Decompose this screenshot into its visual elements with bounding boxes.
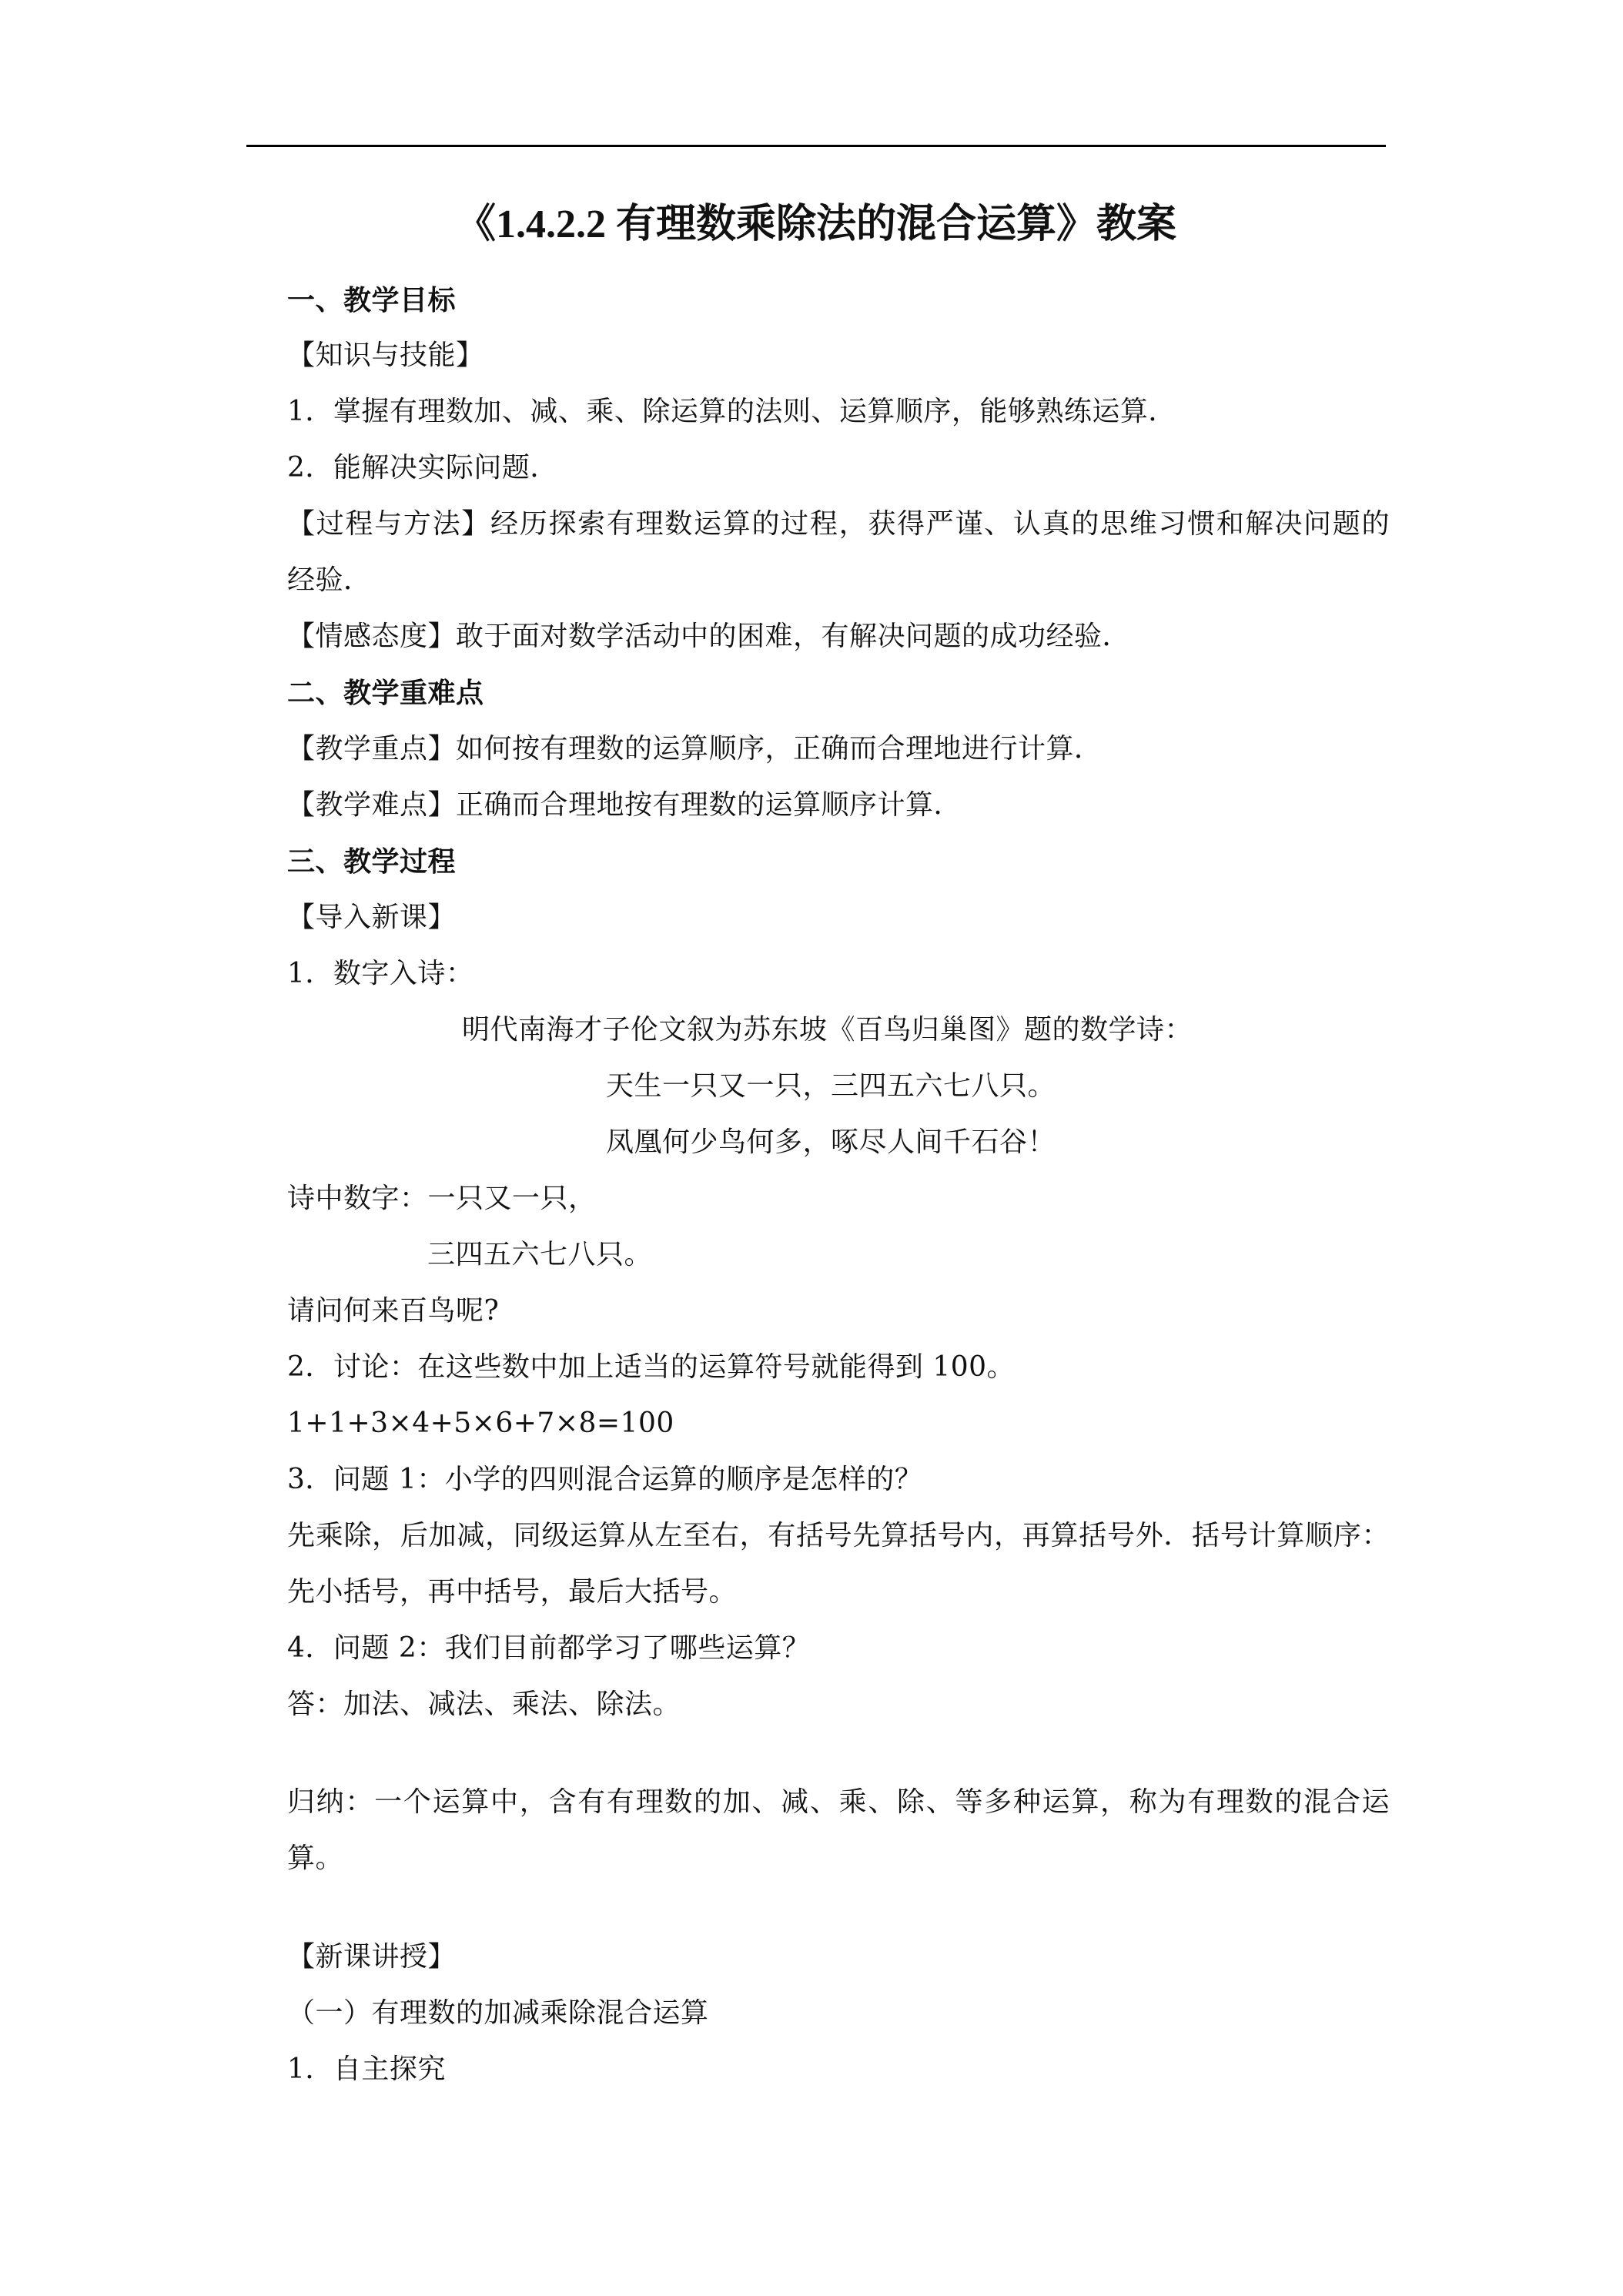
section-heading-key-points: 二、教学重难点 bbox=[287, 677, 484, 709]
paragraph-line: 1．自主探究 bbox=[287, 2053, 446, 2085]
poem-line: 天生一只又一只，三四五六七八只。 bbox=[606, 1070, 1056, 1102]
paragraph-line: 诗中数字：一只又一只， bbox=[287, 1183, 597, 1214]
paragraph-line: 【情感态度】敢于面对数学活动中的困难，有解决问题的成功经验． bbox=[287, 621, 1131, 652]
paragraph-line: 经验． bbox=[287, 564, 372, 596]
paragraph-line: 2．讨论：在这些数中加上适当的运算符号就能得到 100。 bbox=[287, 1351, 1016, 1383]
paragraph-line: 4．问题 2：我们目前都学习了哪些运算？ bbox=[287, 1632, 811, 1664]
paragraph-line: 答：加法、减法、乘法、除法。 bbox=[287, 1689, 681, 1720]
document-title: 《1.4.2.2 有理数乘除法的混合运算》教案 bbox=[455, 202, 1176, 246]
section-heading-process: 三、教学过程 bbox=[287, 845, 457, 878]
paragraph-line: 请问何来百鸟呢? bbox=[287, 1295, 500, 1327]
paragraph-line: 2．能解决实际问题． bbox=[287, 452, 558, 484]
paragraph-line: 1．数字入诗： bbox=[287, 958, 474, 989]
subheading-introduction: 【导入新课】 bbox=[287, 902, 457, 933]
paragraph-line: 先小括号，再中括号，最后大括号。 bbox=[287, 1576, 738, 1608]
paragraph-line: 三四五六七八只。 bbox=[427, 1239, 653, 1270]
paragraph-line: 算。 bbox=[287, 1842, 344, 1874]
paragraph-line: 先乘除，后加减，同级运算从左至右，有括号先算括号内，再算括号外．括号计算顺序： bbox=[287, 1520, 1390, 1551]
subheading-knowledge-skills: 【知识与技能】 bbox=[287, 340, 484, 371]
section-heading-objectives: 一、教学目标 bbox=[287, 284, 457, 316]
paragraph-line: 【过程与方法】经历探索有理数运算的过程，获得严谨、认真的思维习惯和解决问题的 bbox=[287, 508, 1390, 540]
subheading-new-lesson: 【新课讲授】 bbox=[287, 1941, 457, 1973]
poem-line: 凤凰何少鸟何多，啄尽人间千石谷！ bbox=[606, 1126, 1056, 1158]
paragraph-line: 【教学重点】如何按有理数的运算顺序，正确而合理地进行计算． bbox=[287, 733, 1103, 765]
paragraph-line: 【教学难点】正确而合理地按有理数的运算顺序计算． bbox=[287, 789, 962, 821]
paragraph-line: （一）有理数的加减乘除混合运算 bbox=[287, 1997, 709, 2029]
equation-line: 1+1+3×4+5×6+7×8=100 bbox=[287, 1407, 674, 1439]
paragraph-line: 归纳：一个运算中，含有有理数的加、减、乘、除、等多种运算，称为有理数的混合运 bbox=[287, 1786, 1390, 1818]
paragraph-line: 3．问题 1：小学的四则混合运算的顺序是怎样的？ bbox=[287, 1464, 923, 1495]
header-rule bbox=[246, 145, 1386, 147]
paragraph-line: 1．掌握有理数加、减、乘、除运算的法则、运算顺序，能够熟练运算． bbox=[287, 396, 1176, 427]
poem-intro-line: 明代南海才子伦文叙为苏东坡《百鸟归巢图》题的数学诗： bbox=[462, 1014, 1193, 1046]
